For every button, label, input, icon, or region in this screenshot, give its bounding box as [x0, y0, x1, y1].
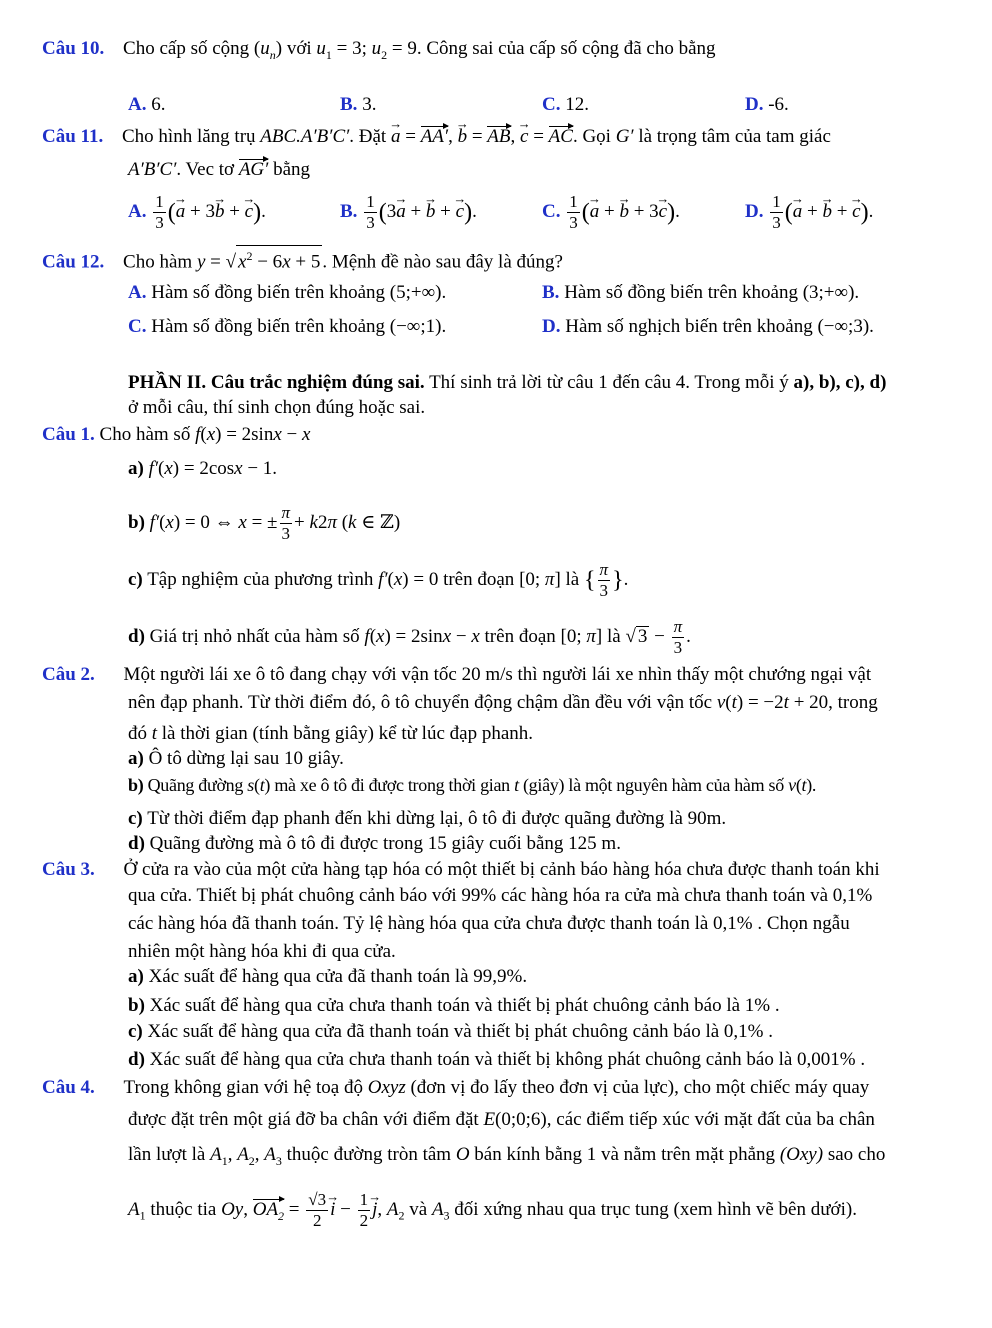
- p2-line-2: nên đạp phanh. Từ thời điểm đó, ô tô chuyển động chậm dần đều với vận tốc v(t) = −2t + 20, trong: [128, 692, 878, 713]
- q12-stem: Câu 12. Cho hàm y = √ $x^2 - 6x + 5$ . Mệnh đề nào sau đây là đúng?: [42, 245, 563, 275]
- p3-line-1: Câu 3. Ở cửa ra vào của một cửa hàng tạp hóa có một thiết bị cảnh báo hàng hóa chưa được thanh toán khi: [42, 859, 880, 880]
- p2-line-1: Câu 2. Một người lái xe ô tô đang chạy với vận tốc 20 m/s thì người lái xe nhìn thấy một chướng ngại vật: [42, 664, 872, 685]
- p2-item-c: c) Từ thời điểm đạp phanh đến khi dừng lại, ô tô đi được quãng đường là 90m.: [128, 808, 727, 829]
- q12-option-c: C. Hàm số đồng biến trên khoảng (−∞;1).: [128, 316, 447, 337]
- p3-line-3: các hàng hóa đã thanh toán. Tỷ lệ hàng hóa qua cửa chưa được thanh toán là 0,1% . Chọn ngẫu: [128, 913, 850, 934]
- q11-stem: Câu 11. Cho hình lăng trụ ABC.A′B′C′. Đặt → a = AA′, → b = AB, → c = AC. Gọi G′ là trọng tâm của tam giác: [42, 124, 831, 150]
- p2-item-b: b) Quãng đường s(t) mà xe ô tô đi được trong thời gian t (giây) là một nguyên hàm của hàm số v(t).: [128, 775, 817, 795]
- p4-line-1: Câu 4. Trong không gian với hệ toạ độ Oxyz (đơn vị đo lấy theo đơn vị của lực), cho một chiếc máy quay: [42, 1077, 870, 1098]
- q12-option-d: D. Hàm số nghịch biến trên khoảng (−∞;3).: [542, 316, 874, 337]
- q12-label: Câu 12.: [42, 251, 105, 273]
- p4-line-4: $A_1$ thuộc tia Oy, $OA_2$ = $\frac{√3}{2}$ → i − $\frac{1}{2}$ → j, $A_2$ và $A_3$ đối xứng nhau qua trục tung (xem hình vẽ bên dưới).: [128, 1190, 857, 1231]
- p1-item-d: d) Giá trị nhỏ nhất của hàm số f(x) = 2sinx − x trên đoạn [0; π] là √ 3 − $\frac{\pi}{3}$ .: [128, 617, 691, 657]
- p3-item-a: a) Xác suất để hàng qua cửa đã thanh toán là 99,9%.: [128, 966, 528, 987]
- p2-item-d: d) Quãng đường mà ô tô đi được trong 15 giây cuối bằng 125 m.: [128, 833, 621, 854]
- q10-option-a: A. 6.: [128, 94, 166, 115]
- p1-stem: Câu 1. Cho hàm số f(x) = 2sinx − x: [42, 424, 311, 445]
- q11-option-d: D. $\frac{1}{3}$ (→ a + → b + → c).: [745, 192, 873, 233]
- q10-label: Câu 10.: [42, 38, 105, 59]
- q10-stem: Câu 10. Cho cấp số cộng $(u_n)$ với $u_1 = 3$; $u_2 = 9$. Công sai của cấp số cộng đã cho bằng: [42, 38, 716, 62]
- q11-stem-2: A′B′C′. Vec tơ AG′ bằng: [128, 159, 310, 180]
- p1-item-b: b) f′(x) = 0 ⇔ x = ± $\frac{\pi}{3}$ + k2π (k ∈ ℤ): [128, 503, 401, 543]
- p1-item-c: c) Tập nghiệm của phương trình f′(x) = 0 trên đoạn [0; π] là { $\frac{\pi}{3}$ }.: [128, 560, 629, 600]
- p2-line-3: đó t là thời gian (tính bằng giây) kể từ lúc đạp phanh.: [128, 723, 534, 744]
- p3-item-d: d) Xác suất để hàng qua cửa chưa thanh toán và thiết bị không phát chuông cảnh báo là 0,001% .: [128, 1049, 866, 1070]
- p4-line-2: được đặt trên một giá đỡ ba chân với điểm đặt E(0;0;6), các điểm tiếp xúc với mặt đất của ba chân: [128, 1109, 875, 1130]
- q10-option-c: C. 12.: [542, 94, 589, 115]
- q12-option-b: B. Hàm số đồng biến trên khoảng (3;+∞).: [542, 282, 860, 303]
- p3-item-c: c) Xác suất để hàng qua cửa đã thanh toán và thiết bị phát chuông cảnh báo là 0,1% .: [128, 1021, 773, 1042]
- part2-heading: PHẦN II. Câu trắc nghiệm đúng sai. Thí sinh trả lời từ câu 1 đến câu 4. Trong mỗi ý a), b), c), d): [128, 372, 887, 393]
- p4-line-3: lần lượt là $A_1$, $A_2$, $A_3$ thuộc đường tròn tâm O bán kính bằng 1 và nằm trên mặt phẳng (Oxy) sao cho: [128, 1144, 886, 1168]
- p3-line-2: qua cửa. Thiết bị phát chuông cảnh báo với 99% các hàng hóa ra cửa mà chưa thanh toán và 0,1%: [128, 885, 873, 906]
- p3-line-4: nhiên một hàng hóa khi đi qua cửa.: [128, 941, 396, 962]
- q10-option-d: D. -6.: [745, 94, 789, 115]
- p2-label: Câu 2.: [42, 664, 95, 685]
- p2-item-a: a) Ô tô dừng lại sau 10 giây.: [128, 748, 344, 769]
- q10-option-b: B. 3.: [340, 94, 377, 115]
- q11-option-a: A. $\frac{1}{3}$ (→ a + 3→ b + → c).: [128, 192, 266, 233]
- q11-option-c: C. $\frac{1}{3}$ (→ a + → b + 3→ c).: [542, 192, 680, 233]
- q11-label: Câu 11.: [42, 126, 104, 147]
- p4-label: Câu 4.: [42, 1077, 95, 1098]
- p3-item-b: b) Xác suất để hàng qua cửa chưa thanh toán và thiết bị phát chuông cảnh báo là 1% .: [128, 995, 780, 1016]
- p1-label: Câu 1.: [42, 424, 95, 445]
- p3-label: Câu 3.: [42, 859, 95, 880]
- p1-item-a: a) f′(x) = 2cosx − 1.: [128, 458, 278, 479]
- part2-intro: ở mỗi câu, thí sinh chọn đúng hoặc sai.: [128, 397, 426, 418]
- q11-option-b: B. $\frac{1}{3}$ (3→ a + → b + → c).: [340, 192, 477, 233]
- q12-option-a: A. Hàm số đồng biến trên khoảng (5;+∞).: [128, 282, 447, 303]
